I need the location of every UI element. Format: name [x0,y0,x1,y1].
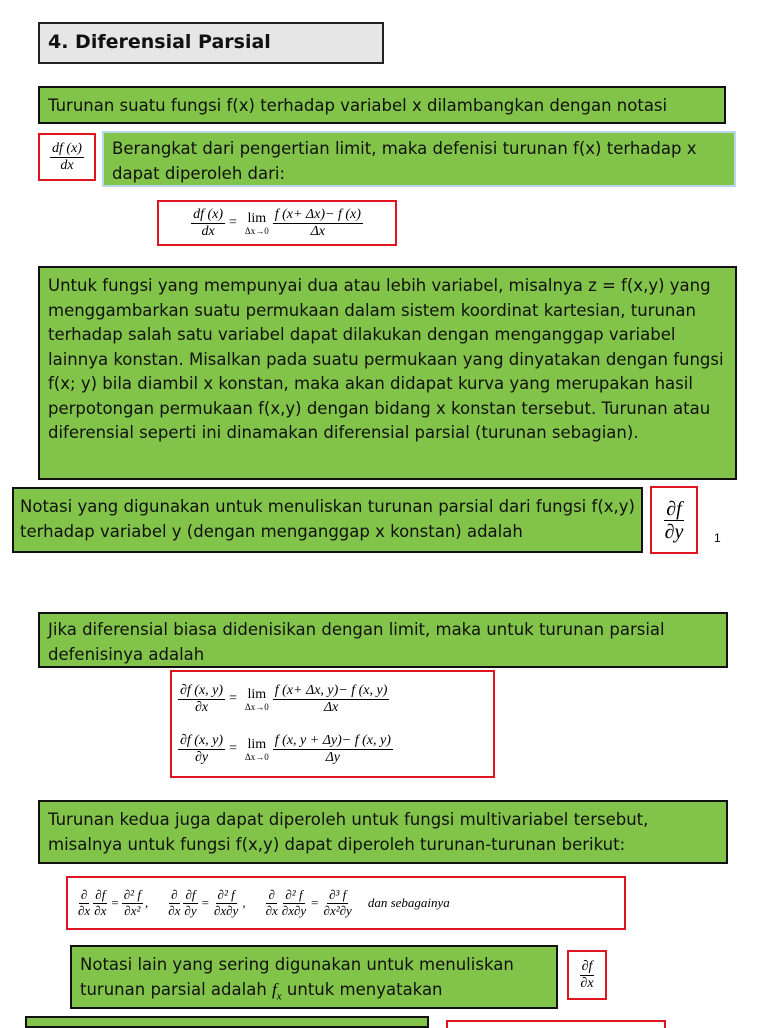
f2x-rhs-num: f (x+ Δx, y)− f (x, y) [274,683,388,699]
f2x-rhs-den: Δx [323,699,339,715]
intro-box [38,86,726,124]
notation-dfdy [650,486,698,554]
f1-rhs-den: Δx [310,223,326,239]
notasi-lain-line1: Notasi lain yang sering digunakan untuk menuliskan [80,955,514,974]
f1-lim: lim [247,210,267,226]
f2x-lim-sub: Δx→0 [244,701,269,712]
notation-dfdx [38,133,96,181]
f3-t1-b-num: ∂f [95,887,106,903]
notation-dfdx-den: dx [60,157,74,173]
f3-t2-b-num: ∂f [185,887,196,903]
limit-partial-text: Jika diferensial biasa didenisikan dengan limit, maka untuk turunan parsial defenisinya adalah [48,620,665,664]
section-title: 4. Diferensial Parsial [48,31,271,53]
f2y-rhs-num: f (x, y + Δy)− f (x, y) [274,733,391,749]
limit-text: Berangkat dari pengertian limit, maka defenisi turunan f(x) terhadap x dapat diperoleh dari: [112,139,697,183]
bottom-red-box-cut [446,1020,666,1028]
f2y-lim: lim [247,736,267,752]
notation-dfdy-den: ∂y [664,520,684,543]
bottom-green-box-cut [25,1016,429,1028]
notasi-partial-text: Notasi yang digunakan untuk menuliskan turunan parsial dari fungsi f(x,y) terhadap variabel y (dengan menganggap x konstan) adalah [20,497,635,541]
f3-t2-c-num: ∂² f [217,887,235,903]
f3-t1-a-den: ∂x [78,902,91,918]
notasi-lain-2b: untuk menyatakan [281,979,443,999]
limit-text-box [102,131,736,187]
second-derivative-formula: $\frac{\partial}{\partial x}$ $\frac{\partial f}{\partial x}$ = $\frac{\text{∂² f}}{\text{∂x²}}$ , $\frac{\partial}{\partial x}$ $\frac{\partial f}{\partial y}$ = $\frac{\text{∂² f}}{\partial x\partial y}$ , $\frac{\partial}{\partial x}$ $\frac{\text{∂² f}}{\partial x\partial y}$ = $\frac{\text{∂³ f}}{\text{∂x²∂y}}$ dan sebagainya [66,876,626,930]
derivative-definition-formula: $\frac{df (x)}{dx}$ = lim Δx→0 $\frac{f (x+ \Delta x)- f (x)}{\Delta x}$ [157,200,397,246]
formula2-row-y: $\frac{\partial f (x, y)}{\partial y}$ = lim Δx→0 $\frac{f (x, y + \Delta y)- f (x, y)}{\Delta y}$ [180,733,391,765]
f3-t3-a-den: ∂x [265,902,278,918]
notation-dfdx-num: df (x) [52,141,82,157]
f3-t3-b-den: ∂x∂y [281,902,307,918]
f3-t3-c-den: ∂x²∂y [323,902,352,918]
f2x-lhs-num: ∂f (x, y) [180,683,224,699]
f3-tail: dan sebagainya [367,895,450,910]
limit-partial-box [38,612,728,668]
f3-t1-c-den: ∂x² [124,902,141,918]
second-derivative-text: Turunan kedua juga dapat diperoleh untuk fungsi multivariabel tersebut, misalnya untuk fungsi f(x,y) dapat diperoleh turunan-turunan berikut: [48,810,649,854]
second-derivative-box [38,800,728,864]
f3-t1-c-num: ∂² f [123,887,141,903]
f3-t2-c-den: ∂x∂y [213,902,239,918]
f2x-lhs-den: ∂x [194,699,209,715]
partial-definition-formula [170,670,495,778]
notasi-lain-2a: turunan parsial adalah [80,979,273,999]
notasi-lain-fx: f [272,979,277,999]
f3-t3-c-num: ∂³ f [329,887,347,903]
f3-t2-a-num: ∂ [171,887,178,903]
intro-text: Turunan suatu fungsi f(x) terhadap variabel x dilambangkan dengan notasi [48,96,668,115]
notation3-num: ∂f [581,959,593,975]
f2y-lhs-den: ∂y [194,749,209,765]
notasi-lain-box [70,945,558,1009]
notasi-lain-fx-sub: x [276,989,282,1002]
f3-t1-a-num: ∂ [80,887,88,903]
f1-lhs-den: dx [201,223,215,239]
formula2-row-x: $\frac{\partial f (x, y)}{\partial x}$ = lim Δx→0 $\frac{f (x+ \Delta x, y)- f (x, y)}{\Delta x}$ [180,683,388,715]
notation-dfdy-num: ∂f [666,497,682,520]
f1-lhs-num: df (x) [193,207,224,223]
f3-t2-a-den: ∂x [168,902,181,918]
f2y-rhs-den: Δy [325,749,341,765]
f2y-lhs-num: ∂f (x, y) [180,733,224,749]
f1-lim-sub: Δx→0 [244,225,269,236]
f3-t3-a-num: ∂ [268,887,275,903]
f2x-lim: lim [247,686,267,702]
f2y-lim-sub: Δx→0 [244,751,269,762]
notation-dfdx-partial [567,950,607,1000]
page-number: 1 [714,531,721,545]
notasi-partial-box [12,487,643,553]
f1-rhs-num: f (x+ Δx)− f (x) [274,207,361,223]
multivariable-paragraph-box [38,266,737,480]
notation3-den: ∂x [580,975,594,991]
notasi-lain-line2 [80,978,548,1009]
multivariable-paragraph: Untuk fungsi yang mempunyai dua atau lebih variabel, misalnya z = f(x,y) yang menggambarkan suatu permukaan dalam sistem koordinat kartesian, turunan terhadap salah satu variabel dapat dilakukan dengan menganggap variabel lainnya konstan. Misalkan pada suatu permukaan yang dinyatakan dengan fungsi f(x; y) bila diambil x konstan, maka akan didapat kurva yang merupakan hasil perpotongan permukaan f(x,y) dengan bidang x konstan tersebut. Turunan atau diferensial seperti ini dinamakan diferensial parsial (turunan sebagian). [48,276,724,442]
f3-t1-b-den: ∂x [94,902,107,918]
f3-t3-b-num: ∂² f [285,887,303,903]
section-title-box [38,22,384,64]
f3-t2-b-den: ∂y [184,902,197,918]
